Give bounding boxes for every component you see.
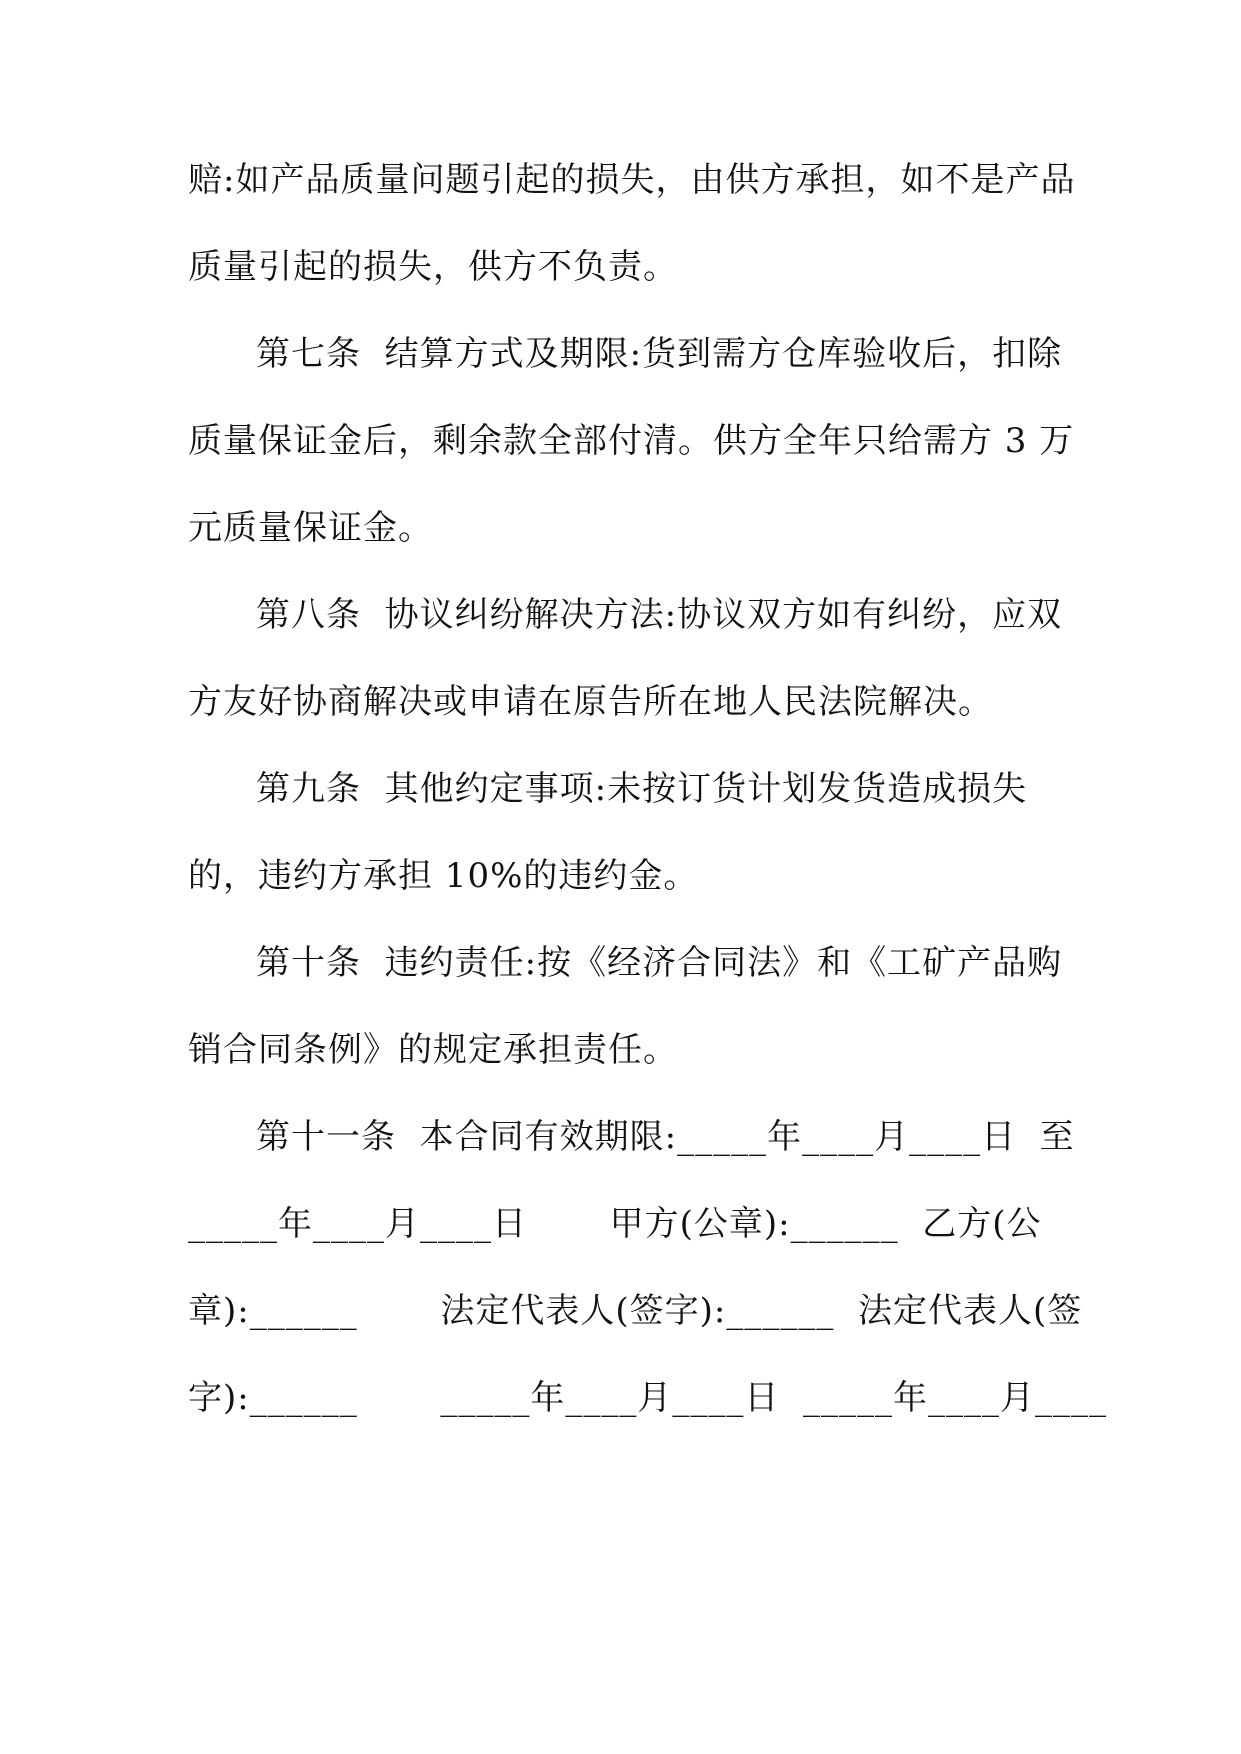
- article-7-heading-line: 第七条 结算方式及期限:货到需方仓库验收后，扣除: [256, 334, 1063, 374]
- article-10-heading-line: 第十条 违约责任:按《经济合同法》和《工矿产品购: [256, 943, 1063, 983]
- text-line: 方友好协商解决或申请在原告所在地人民法院解决。: [188, 682, 993, 722]
- article-9-heading-line: 第九条 其他约定事项:未按订货计划发货造成损失: [256, 769, 1028, 809]
- article-11-heading-line: 第十一条 本合同有效期限:_____年____月____日 至: [256, 1117, 1075, 1157]
- text-line: 的，违约方承担 10%的违约金。: [188, 856, 699, 896]
- signature-line: 字):______ _____年____月____日 _____年____月____: [188, 1378, 1107, 1418]
- text-line: 销合同条例》的规定承担责任。: [188, 1030, 678, 1070]
- text-line: 质量保证金后，剩余款全部付清。供方全年只给需方 3 万: [188, 421, 1075, 461]
- text-line: 质量引起的损失，供方不负责。: [188, 247, 678, 287]
- text-line: 元质量保证金。: [188, 508, 433, 548]
- article-8-heading-line: 第八条 协议纠纷解决方法:协议双方如有纠纷，应双: [256, 595, 1063, 635]
- text-line: 赔:如产品质量问题引起的损失，由供方承担，如不是产品: [188, 160, 1076, 200]
- signature-line: 章):______ 法定代表人(签字):______ 法定代表人(签: [188, 1291, 1083, 1331]
- signature-line: _____年____月____日 甲方(公章):______ 乙方(公: [188, 1204, 1042, 1244]
